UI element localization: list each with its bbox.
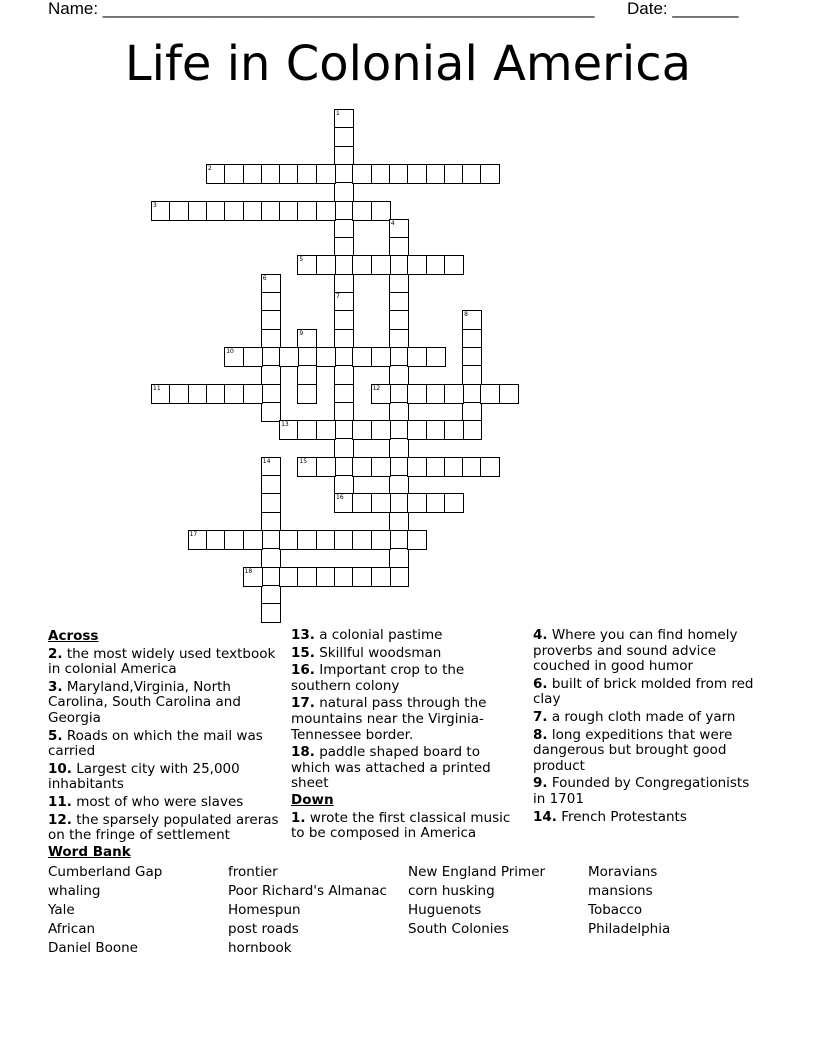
clue-down-4: 4. Where you can find homely proverbs and sound advice couched in good humor [533,627,738,675]
grid-cell[interactable] [224,164,244,184]
grid-cell[interactable] [371,255,391,275]
clue-across-10: 10. Largest city with 25,000 inhabitants [48,760,240,793]
grid-cell[interactable] [188,530,208,550]
grid-cell[interactable] [389,237,409,257]
grid-cell[interactable] [334,493,354,513]
grid-cell[interactable] [480,164,500,184]
grid-cell[interactable] [371,384,391,404]
grid-cell[interactable] [316,255,336,275]
grid-cell[interactable] [480,457,500,477]
word-bank-item: Homespun [228,902,301,918]
grid-cell[interactable] [243,347,263,367]
grid-cell[interactable] [389,292,409,312]
grid-cell[interactable] [352,420,372,440]
grid-cell[interactable] [261,548,281,568]
grid-cell[interactable] [243,201,263,221]
grid-cell[interactable] [389,493,409,513]
cell-number: 10 [226,347,234,355]
word-bank-item: mansions [588,883,653,899]
word-bank-item: whaling [48,883,101,899]
grid-cell[interactable] [261,530,281,550]
cell-number: 3 [153,201,157,209]
word-bank-item: frontier [228,864,278,880]
word-bank-item: Tobacco [588,902,643,918]
grid-cell[interactable] [462,347,482,367]
cell-number: 2 [207,164,212,172]
grid-cell[interactable] [261,201,281,221]
word-bank-item: Daniel Boone [48,940,138,956]
word-bank-item: post roads [228,921,299,937]
grid-cell[interactable] [352,164,372,184]
clue-across-17: 17. natural pass through the mountains near the Virginia-Tennessee border. [291,695,487,743]
grid-cell[interactable] [371,493,391,513]
grid-cell[interactable] [206,164,226,184]
cell-number: 15 [299,457,308,465]
grid-cell[interactable] [389,164,409,184]
grid-cell[interactable] [371,530,391,550]
grid-cell[interactable] [407,530,427,550]
cell-number: 13 [281,421,289,429]
cell-number: 18 [244,567,253,575]
grid-cell[interactable] [279,164,299,184]
grid-cell[interactable] [261,274,281,294]
grid-cell[interactable] [462,457,482,477]
grid-cell[interactable] [334,292,354,312]
grid-cell[interactable] [206,201,226,221]
grid-cell[interactable] [334,384,354,404]
cell-number: 16 [336,494,344,502]
cell-number: 14 [262,457,271,465]
clue-across-13: 13. a colonial pastime [291,627,443,643]
grid-cell[interactable] [389,567,409,587]
grid-cell[interactable] [389,512,409,532]
grid-cell[interactable] [279,420,299,440]
clue-down-7: 7. a rough cloth made of yarn [533,708,736,725]
grid-cell[interactable] [224,347,244,367]
clue-across-16: 16. Important crop to the southern colony [291,662,465,694]
grid-cell[interactable] [371,567,391,587]
grid-cell[interactable] [261,329,281,349]
grid-cell[interactable] [334,127,354,147]
grid-cell[interactable] [462,402,482,422]
grid-cell[interactable] [389,329,409,349]
grid-cell[interactable] [389,438,409,458]
grid-cell[interactable] [407,164,427,184]
cell-number: 5 [299,256,304,264]
grid-cell[interactable] [444,420,464,440]
grid-cell[interactable] [261,292,281,312]
grid-cell[interactable] [151,201,171,221]
word-bank-item: Yale [48,902,75,918]
grid-cell[interactable] [316,164,336,184]
word-bank-item: corn husking [408,883,495,899]
grid-cell[interactable] [224,530,244,550]
grid-cell[interactable] [297,347,317,367]
grid-cell[interactable] [297,420,317,440]
clue-across-5: 5. Roads on which the mail was carried [48,727,263,760]
grid-cell[interactable] [261,365,281,385]
grid-cell[interactable] [334,237,354,257]
grid-cell[interactable] [297,384,317,404]
grid-cell[interactable] [334,329,354,349]
grid-cell[interactable] [297,567,317,587]
grid-cell[interactable] [389,384,409,404]
grid-cell[interactable] [316,530,336,550]
grid-cell[interactable] [224,384,244,404]
grid-cell[interactable] [407,493,427,513]
clue-column-2 [291,628,523,842]
grid-cell[interactable] [279,567,299,587]
grid-cell[interactable] [243,384,263,404]
grid-cell[interactable] [334,164,354,184]
grid-cell[interactable] [316,420,336,440]
clue-down-1: 1. wrote the first classical music to be composed in America [291,809,511,842]
grid-cell[interactable] [352,567,372,587]
grid-cell[interactable] [426,457,446,477]
grid-cell[interactable] [261,457,281,477]
grid-cell[interactable] [243,164,263,184]
grid-cell[interactable] [188,384,208,404]
clue-across-3: 3. Maryland,Virginia, North Carolina, South Carolina and Georgia [48,678,241,726]
grid-cell[interactable] [426,384,446,404]
grid-cell[interactable] [389,255,409,275]
word-bank-item: Huguenots [408,902,482,918]
grid-cell[interactable] [426,164,446,184]
grid-cell[interactable] [334,255,354,275]
word-bank-item: Moravians [588,864,658,880]
grid-cell[interactable] [389,548,409,568]
grid-cell[interactable] [334,182,354,202]
grid-cell[interactable] [334,402,354,422]
grid-cell[interactable] [389,274,409,294]
grid-cell[interactable] [334,347,354,367]
grid-cell[interactable] [334,475,354,495]
grid-cell[interactable] [297,329,317,349]
across-heading: Across [48,628,99,644]
cell-number: 4 [390,219,395,227]
grid-cell[interactable] [169,384,189,404]
grid-cell[interactable] [389,420,409,440]
grid-cell[interactable] [407,457,427,477]
grid-cell[interactable] [352,493,372,513]
word-bank-item: South Colonies [408,921,509,937]
cell-number: 11 [153,384,161,392]
grid-cell[interactable] [407,420,427,440]
clue-column-3 [533,628,758,825]
grid-cell[interactable] [279,201,299,221]
grid-cell[interactable] [206,384,226,404]
grid-cell[interactable] [499,384,519,404]
across-column-1 [48,628,282,844]
grid-cell[interactable] [151,384,171,404]
grid-cell[interactable] [206,530,226,550]
grid-cell[interactable] [444,384,464,404]
grid-cell[interactable] [444,457,464,477]
grid-cell[interactable] [297,255,317,275]
clue-down-6: 6. built of brick molded from red clay [533,675,754,708]
grid-cell[interactable] [389,310,409,330]
cell-number: 1 [336,110,340,117]
word-bank-item: African [48,921,96,937]
grid-cell[interactable] [389,365,409,385]
grid-cell[interactable] [407,255,427,275]
grid-cell[interactable] [297,365,317,385]
clue-across-18: 18. paddle shaped board to which was attached a printed sheet [291,744,491,792]
grid-cell[interactable] [389,475,409,495]
grid-cell[interactable] [334,457,354,477]
grid-cell[interactable] [261,475,281,495]
grid-cell[interactable] [297,201,317,221]
cell-number: 12 [372,384,381,392]
cell-number: 9 [299,329,304,337]
grid-cell[interactable] [243,567,263,587]
grid-cell[interactable] [261,164,281,184]
word-bank-item: hornbook [228,940,292,956]
clue-down-9: 9. Founded by Congregationists in 1701 [533,775,750,807]
down-heading: Down [291,791,334,808]
grid-cell[interactable] [389,457,409,477]
grid-cell[interactable] [352,255,372,275]
grid-cell[interactable] [334,567,354,587]
grid-cell[interactable] [334,146,354,166]
cell-number: 6 [262,274,267,282]
clue-across-15: 15. Skillful woodsman [291,644,442,661]
clue-down-14: 14. French Protestants [533,808,687,825]
clue-down-8: 8. long expeditions that were dangerous but brought good product [533,726,733,774]
grid-cell[interactable] [389,530,409,550]
grid-cell[interactable] [352,347,372,367]
grid-cell[interactable] [462,420,482,440]
grid-cell[interactable] [334,310,354,330]
grid-cell[interactable] [334,420,354,440]
grid-cell[interactable] [334,365,354,385]
grid-cell[interactable] [352,201,372,221]
grid-cell[interactable] [261,384,281,404]
grid-cell[interactable] [426,493,446,513]
grid-cell[interactable] [480,384,500,404]
grid-cell[interactable] [334,530,354,550]
grid-cell[interactable] [297,164,317,184]
date-line[interactable]: Date: _______ [627,0,739,18]
grid-cell[interactable] [261,512,281,532]
grid-cell[interactable] [389,402,409,422]
grid-cell[interactable] [426,255,446,275]
grid-cell[interactable] [444,493,464,513]
grid-cell[interactable] [462,384,482,404]
grid-cell[interactable] [261,603,281,623]
grid-cell[interactable] [371,420,391,440]
grid-cell[interactable] [426,420,446,440]
grid-cell[interactable] [371,457,391,477]
word-bank-item: Cumberland Gap [48,864,163,880]
word-bank-item: Poor Richard's Almanac [228,883,387,899]
cell-number: 17 [189,530,198,538]
grid-cell[interactable] [261,347,281,367]
grid-cell[interactable] [462,310,482,330]
clue-across-11: 11. most of who were slaves [48,793,244,810]
grid-cell[interactable] [426,347,446,367]
grid-cell[interactable] [279,530,299,550]
grid-cell[interactable] [352,530,372,550]
grid-cell[interactable] [279,347,299,367]
grid-cell[interactable] [261,493,281,513]
grid-cell[interactable] [334,274,354,294]
grid-cell[interactable] [261,402,281,422]
grid-cell[interactable] [407,347,427,367]
grid-cell[interactable] [444,164,464,184]
name-line[interactable]: Name: ____________________________________________________ [48,0,595,18]
grid-cell[interactable] [334,201,354,221]
grid-cell[interactable] [352,457,372,477]
grid-cell[interactable] [462,365,482,385]
grid-cell[interactable] [334,219,354,239]
grid-cell[interactable] [462,164,482,184]
grid-cell[interactable] [371,164,391,184]
grid-cell[interactable] [297,457,317,477]
grid-cell[interactable] [389,347,409,367]
grid-cell[interactable] [169,201,189,221]
grid-cell[interactable] [261,310,281,330]
grid-cell[interactable] [371,347,391,367]
clue-across-2: 2. the most widely used textbook in colonial America [48,645,276,678]
cell-number: 8 [464,311,468,319]
grid-cell[interactable] [462,329,482,349]
grid-cell[interactable] [371,201,391,221]
grid-cell[interactable] [261,567,281,587]
grid-cell[interactable] [444,255,464,275]
grid-cell[interactable] [407,384,427,404]
grid-cell[interactable] [316,567,336,587]
grid-cell[interactable] [334,109,354,129]
word-bank-item: New England Primer [408,864,546,880]
grid-cell[interactable] [261,585,281,605]
grid-cell[interactable] [389,219,409,239]
grid-cell[interactable] [316,347,336,367]
grid-cell[interactable] [316,201,336,221]
grid-cell[interactable] [224,201,244,221]
grid-cell[interactable] [297,530,317,550]
word-bank-item: Philadelphia [588,921,671,937]
grid-cell[interactable] [334,438,354,458]
word-bank-heading: Word Bank [48,844,131,860]
clue-across-12: 12. the sparsely populated areras on the fringe of settlement [48,811,279,844]
grid-cell[interactable] [316,457,336,477]
page-title: Life in Colonial America [124,36,692,92]
cell-number: 7 [336,293,340,300]
grid-cell[interactable] [188,201,208,221]
grid-cell[interactable] [243,530,263,550]
